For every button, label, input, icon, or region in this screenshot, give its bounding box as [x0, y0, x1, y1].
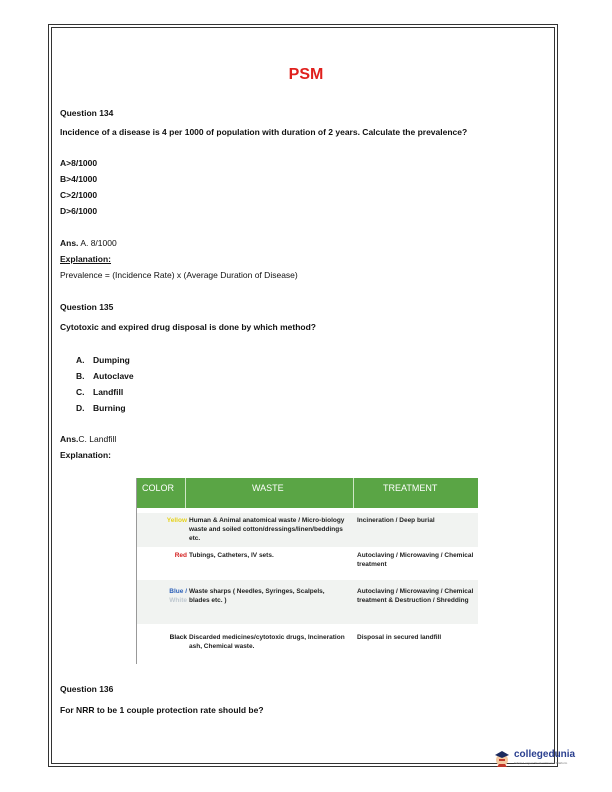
q134-option-b: B>4/1000	[60, 174, 98, 184]
collegedunia-logo	[492, 748, 576, 770]
q135-option-c-key: C.	[76, 387, 85, 397]
row-yellow-waste: Human & Animal anatomical waste / Micro-biology waste and soiled cotton/dressings/linen/beddings etc.	[189, 517, 345, 542]
q135-option-d-key: D.	[76, 403, 85, 413]
q135-option-c	[76, 387, 123, 397]
q135-option-b-key: B.	[76, 371, 85, 381]
table-row	[137, 628, 478, 662]
row-blue-label: Blue /	[169, 588, 187, 595]
header-treatment: TREATMENT	[383, 483, 438, 493]
row-red-waste: Tubings, Catheters, IV sets.	[189, 552, 274, 559]
row-black-treatment: Disposal in secured landfill	[357, 634, 442, 641]
row-red-treatment: Autoclaving / Microwaving / Chemical treatment	[357, 552, 474, 568]
q135-text: Cytotoxic and expired drug disposal is done by which method?	[60, 322, 316, 332]
logo-name: collegedunia	[514, 749, 576, 760]
q135-answer-value: C. Landfill	[78, 434, 117, 444]
row-white-label: White	[169, 597, 187, 604]
q134-answer	[60, 238, 117, 249]
row-blue-white-color	[137, 587, 187, 605]
table-row	[137, 513, 478, 547]
table-header	[137, 478, 478, 508]
q134-explanation-label: Explanation:	[60, 254, 112, 264]
table-row	[137, 548, 478, 576]
q135-option-a-key: A.	[76, 355, 85, 365]
q134-answer-value: A. 8/1000	[78, 238, 117, 248]
q135-option-c-label: Landfill	[93, 387, 124, 397]
q134-option-a: A>8/1000	[60, 158, 98, 168]
row-blue-white-waste: Waste sharps ( Needles, Syringes, Scalpels, blades etc. )	[189, 588, 325, 604]
q135-answer-label: Ans.	[60, 434, 79, 444]
row-black-waste: Discarded medicines/cytotoxic drugs, Incineration ash, Chemical waste.	[189, 634, 345, 650]
q135-option-b	[76, 371, 134, 381]
q135-explanation-label: Explanation:	[60, 450, 112, 460]
logo-tagline: India's Largest Student Review Platform	[514, 761, 568, 765]
q136-heading: Question 136	[60, 684, 114, 694]
table-row	[137, 580, 478, 624]
header-color: COLOR	[142, 483, 175, 493]
student-mascot-icon	[492, 748, 512, 768]
row-yellow-color: Yellow	[166, 517, 187, 524]
row-black-color: Black	[169, 634, 187, 641]
waste-color-table	[136, 478, 478, 664]
q134-option-c: C>2/1000	[60, 190, 98, 200]
q135-option-d	[76, 403, 126, 413]
q134-text: Incidence of a disease is 4 per 1000 of population with duration of 2 years. Calculate the prevalence?	[60, 127, 468, 137]
q134-heading: Question 134	[60, 108, 114, 118]
q135-option-a	[76, 355, 130, 365]
row-blue-white-treatment: Autoclaving / Microwaving / Chemical treatment & Destruction / Shredding	[357, 588, 474, 604]
q134-option-d: D>6/1000	[60, 206, 98, 216]
header-waste: WASTE	[252, 483, 284, 493]
q135-heading: Question 135	[60, 302, 114, 312]
q134-explanation-text: Prevalence = (Incidence Rate) x (Average Duration of Disease)	[60, 270, 298, 280]
q135-option-b-label: Autoclave	[93, 371, 134, 381]
q136-text: For NRR to be 1 couple protection rate should be?	[60, 705, 264, 715]
table-body	[137, 508, 478, 664]
q134-answer-label: Ans.	[60, 238, 79, 248]
q135-option-d-label: Burning	[93, 403, 126, 413]
row-red-color: Red	[174, 552, 187, 559]
row-yellow-treatment: Incineration / Deep burial	[357, 517, 435, 524]
q135-answer	[60, 434, 116, 445]
q135-option-a-label: Dumping	[93, 355, 130, 365]
page-title: PSM	[288, 66, 324, 83]
